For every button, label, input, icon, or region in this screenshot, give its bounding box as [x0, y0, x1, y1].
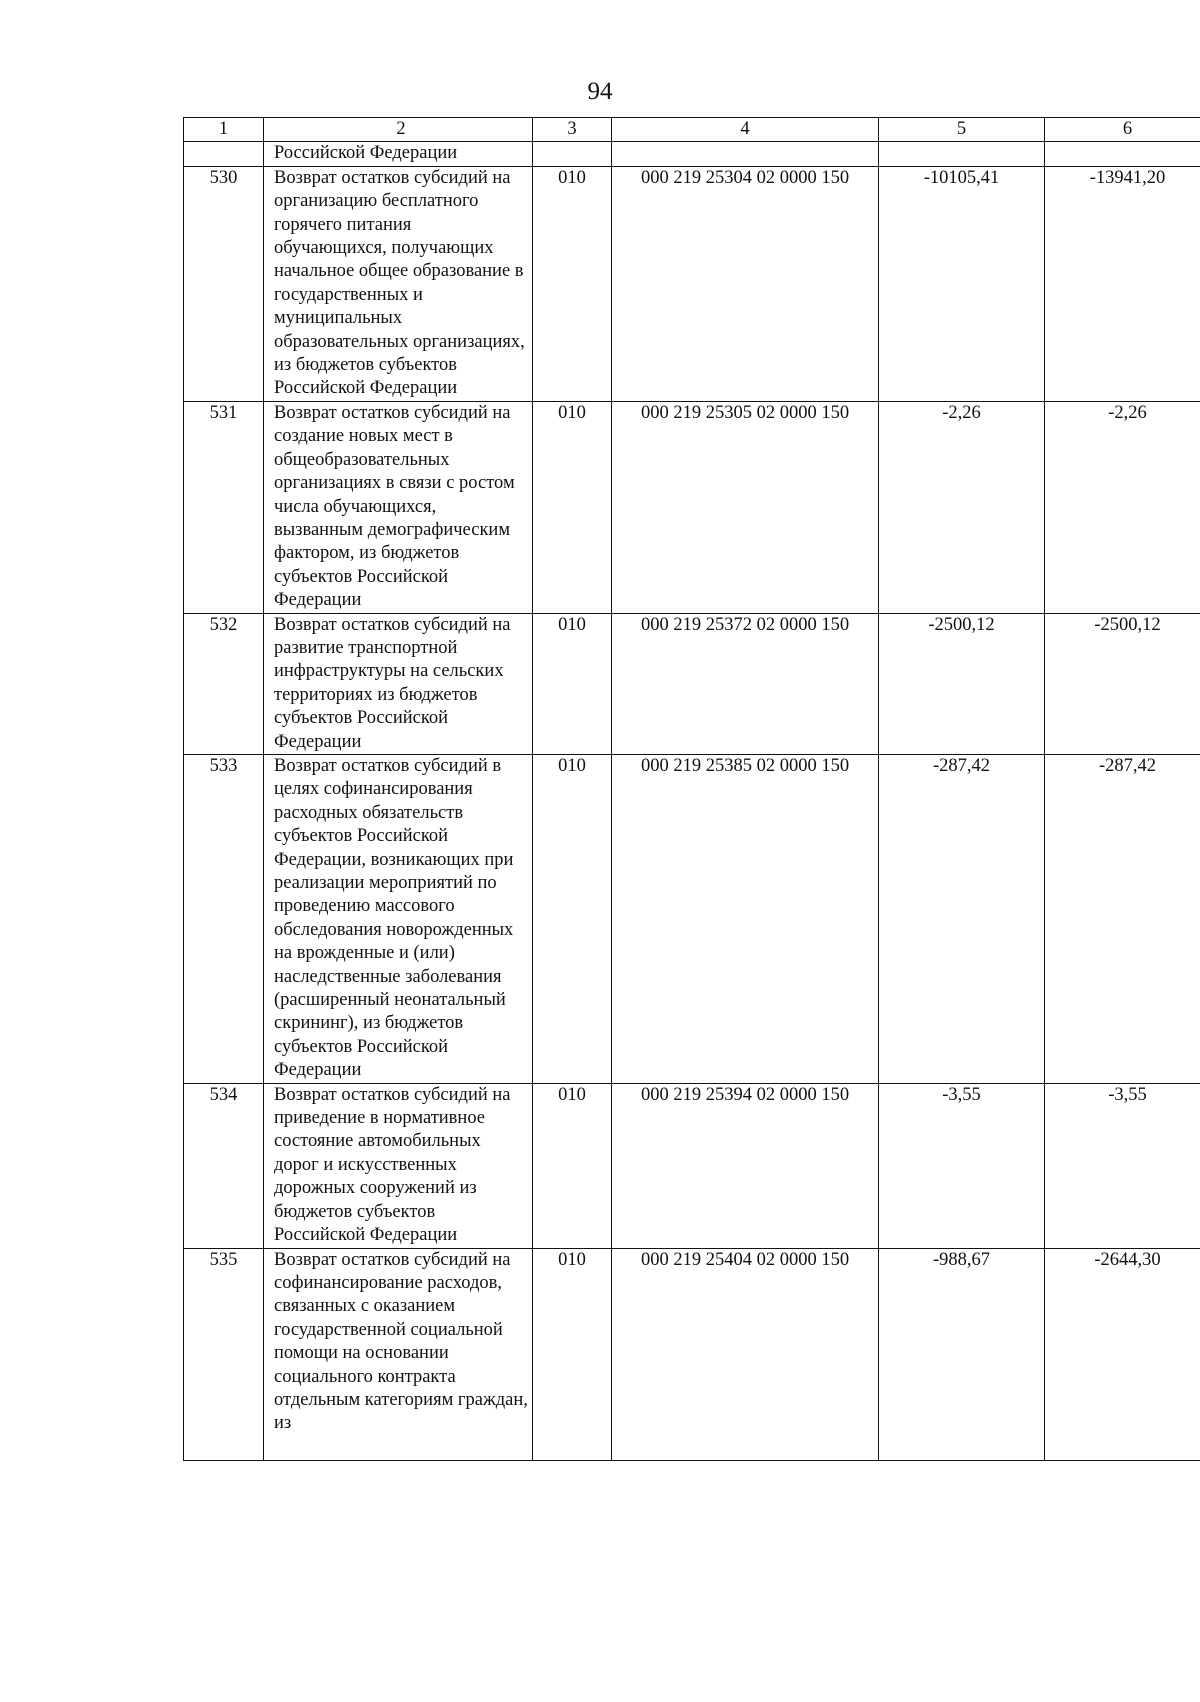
row-value6: -13941,20	[1045, 166, 1200, 401]
row-value6: -3,55	[1045, 1083, 1200, 1248]
table-row	[184, 401, 1200, 613]
row-value5: -2,26	[879, 401, 1045, 613]
row-admin: 010	[533, 754, 612, 1083]
row-code: 000 219 25304 02 0000 150	[612, 166, 879, 401]
table-row	[184, 754, 1200, 1083]
row-code: 000 219 25372 02 0000 150	[612, 613, 879, 754]
row-value6: -2644,30	[1045, 1248, 1200, 1460]
header-cell: 6	[1045, 118, 1200, 142]
value5-cell	[879, 142, 1045, 166]
row-value5: -10105,41	[879, 166, 1045, 401]
value6-cell	[1045, 142, 1200, 166]
row-value5: -3,55	[879, 1083, 1045, 1248]
row-code: 000 219 25385 02 0000 150	[612, 754, 879, 1083]
header-cell: 4	[612, 118, 879, 142]
row-number: 531	[184, 401, 264, 613]
table-row	[184, 1083, 1200, 1248]
header-cell: 5	[879, 118, 1045, 142]
continuation-row	[184, 142, 1200, 166]
row-admin: 010	[533, 401, 612, 613]
row-value5: -287,42	[879, 754, 1045, 1083]
header-cell: 1	[184, 118, 264, 142]
row-number: 534	[184, 1083, 264, 1248]
budget-table	[183, 117, 1200, 1461]
row-value6: -287,42	[1045, 754, 1200, 1083]
row-name: Возврат остатков субсидий на софинансирование расходов, связанных с оказанием государственной социальной помощи на основании социального контракта отдельным категориям граждан, из	[264, 1248, 533, 1460]
row-number: 530	[184, 166, 264, 401]
row-name: Возврат остатков субсидий на развитие транспортной инфраструктуры на сельских территориях из бюджетов субъектов Российской Федерации	[264, 613, 533, 754]
row-number: 533	[184, 754, 264, 1083]
row-value5: -2500,12	[879, 613, 1045, 754]
row-number: 532	[184, 613, 264, 754]
table-row	[184, 1248, 1200, 1460]
row-number: 535	[184, 1248, 264, 1460]
row-admin: 010	[533, 613, 612, 754]
row-name: Возврат остатков субсидий на создание новых мест в общеобразовательных организациях в связи с ростом числа обучающихся, вызванным демографическим фактором, из бюджетов субъектов Российской Федерации	[264, 401, 533, 613]
row-admin: 010	[533, 166, 612, 401]
name-cell: Российской Федерации	[264, 142, 533, 166]
row-name: Возврат остатков субсидий на приведение в нормативное состояние автомобильных дорог и искусственных дорожных сооружений из бюджетов субъектов Российской Федерации	[264, 1083, 533, 1248]
table-row	[184, 166, 1200, 401]
row-code: 000 219 25394 02 0000 150	[612, 1083, 879, 1248]
row-name: Возврат остатков субсидий на организацию бесплатного горячего питания обучающихся, получающих начальное общее образование в государственных и муниципальных образовательных организациях, из бюджетов субъектов Российской Федерации	[264, 166, 533, 401]
num-cell	[184, 142, 264, 166]
row-value6: -2,26	[1045, 401, 1200, 613]
row-name: Возврат остатков субсидий в целях софинансирования расходных обязательств субъектов Российской Федерации, возникающих при реализации мероприятий по проведению массового обследования новорожденных на врожденные и (или) наследственные заболевания (расширенный неонатальный скрининг), из бюджетов субъектов Российской Федерации	[264, 754, 533, 1083]
row-admin: 010	[533, 1083, 612, 1248]
header-row	[184, 118, 1200, 142]
row-admin: 010	[533, 1248, 612, 1460]
row-value5: -988,67	[879, 1248, 1045, 1460]
header-cell: 2	[264, 118, 533, 142]
code-cell	[612, 142, 879, 166]
table-row	[184, 613, 1200, 754]
page-number: 94	[587, 78, 613, 105]
row-code: 000 219 25404 02 0000 150	[612, 1248, 879, 1460]
admin-cell	[533, 142, 612, 166]
header-cell: 3	[533, 118, 612, 142]
row-value6: -2500,12	[1045, 613, 1200, 754]
row-code: 000 219 25305 02 0000 150	[612, 401, 879, 613]
